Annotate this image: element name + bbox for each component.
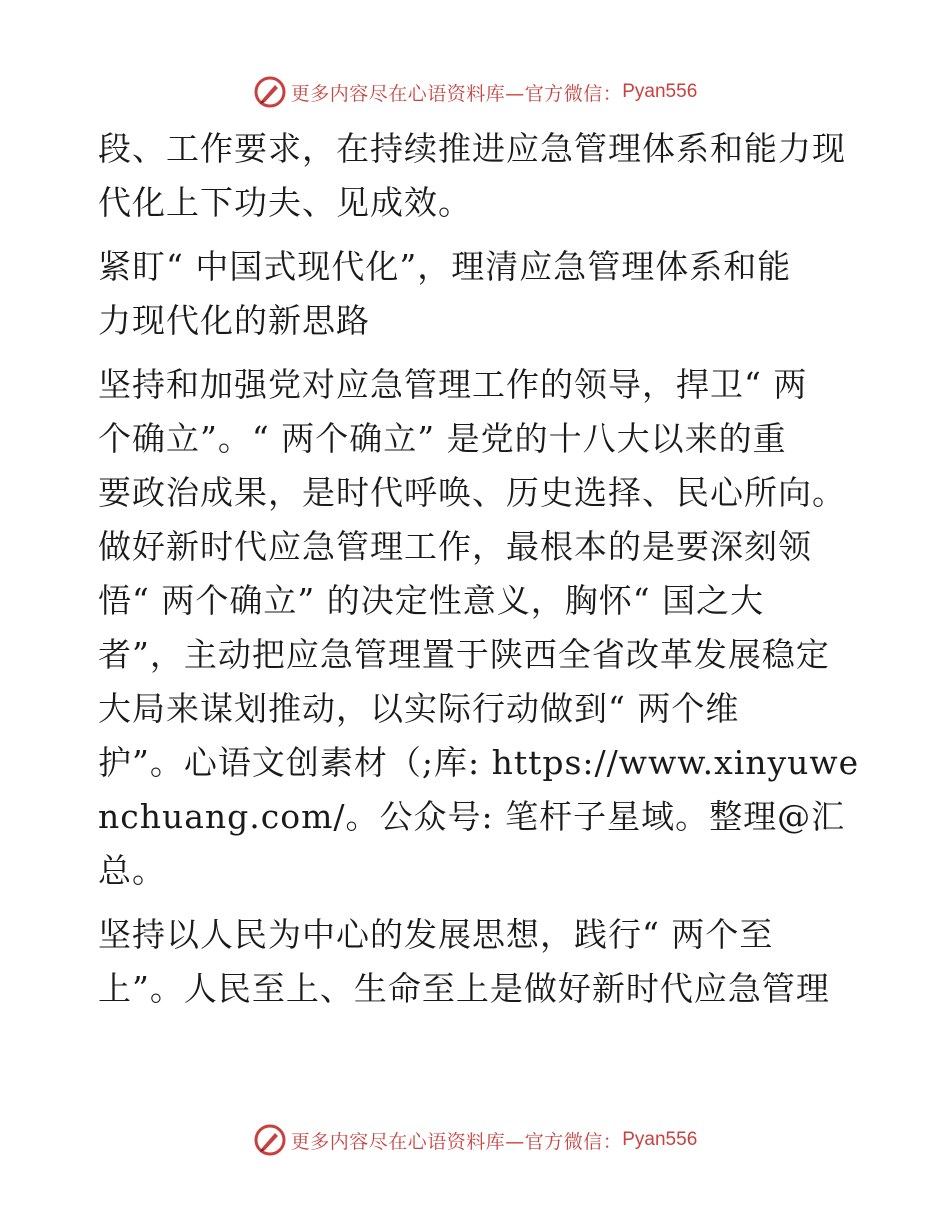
paragraph	[98, 122, 850, 230]
section-heading	[98, 240, 850, 348]
text-line: 代化上下功夫、见成效。	[98, 183, 472, 222]
document-body	[98, 122, 860, 1026]
text-line: 上”。人民至上、生命至上是做好新时代应急管理	[98, 969, 830, 1008]
footer-watermark-banner	[0, 1120, 950, 1160]
footer-banner-text: 更多内容尽在心语资料库—官方微信：	[290, 1130, 623, 1153]
text-line: 总。	[98, 851, 166, 890]
text-line: 力现代化的新思路	[98, 301, 370, 340]
text-line: 段、工作要求，在持续推进应急管理体系和能力现	[98, 129, 846, 168]
text-line: 坚持以人民为中心的发展思想，践行“ 两个至	[98, 915, 774, 954]
text-line: 护”。心语文创素材（;库: https://www.xinyuwe	[98, 743, 860, 782]
footer-banner-wechat-id: Pyan556	[622, 1129, 698, 1150]
text-line: nchuang.com/。公众号: 笔杆子星域。整理@汇	[98, 797, 846, 836]
text-line: 坚持和加强党对应急管理工作的领导，捍卫“ 两	[98, 365, 808, 404]
text-line: 者”，主动把应急管理置于陕西全省改革发展稳定	[98, 635, 830, 674]
text-line: 做好新时代应急管理工作，最根本的是要深刻领	[98, 527, 812, 566]
header-banner-text: 更多内容尽在心语资料库—官方微信：	[290, 82, 623, 105]
text-line: 个确立”。“ 两个确立” 是党的十八大以来的重	[98, 419, 787, 458]
paragraph	[98, 908, 850, 1016]
text-line: 紧盯“ 中国式现代化”，理清应急管理体系和能	[98, 247, 792, 286]
header-banner-wechat-id: Pyan556	[622, 81, 698, 102]
pen-logo-icon	[253, 75, 287, 109]
text-line: 大局来谋划推动，以实际行动做到“ 两个维	[98, 689, 740, 728]
pen-logo-icon	[253, 1123, 287, 1157]
header-watermark-banner	[0, 72, 950, 112]
text-line: 悟“ 两个确立” 的决定性意义，胸怀“ 国之大	[98, 581, 765, 620]
text-line: 要政治成果，是时代呼唤、历史选择、民心所向。	[98, 473, 846, 512]
paragraph	[98, 358, 860, 898]
